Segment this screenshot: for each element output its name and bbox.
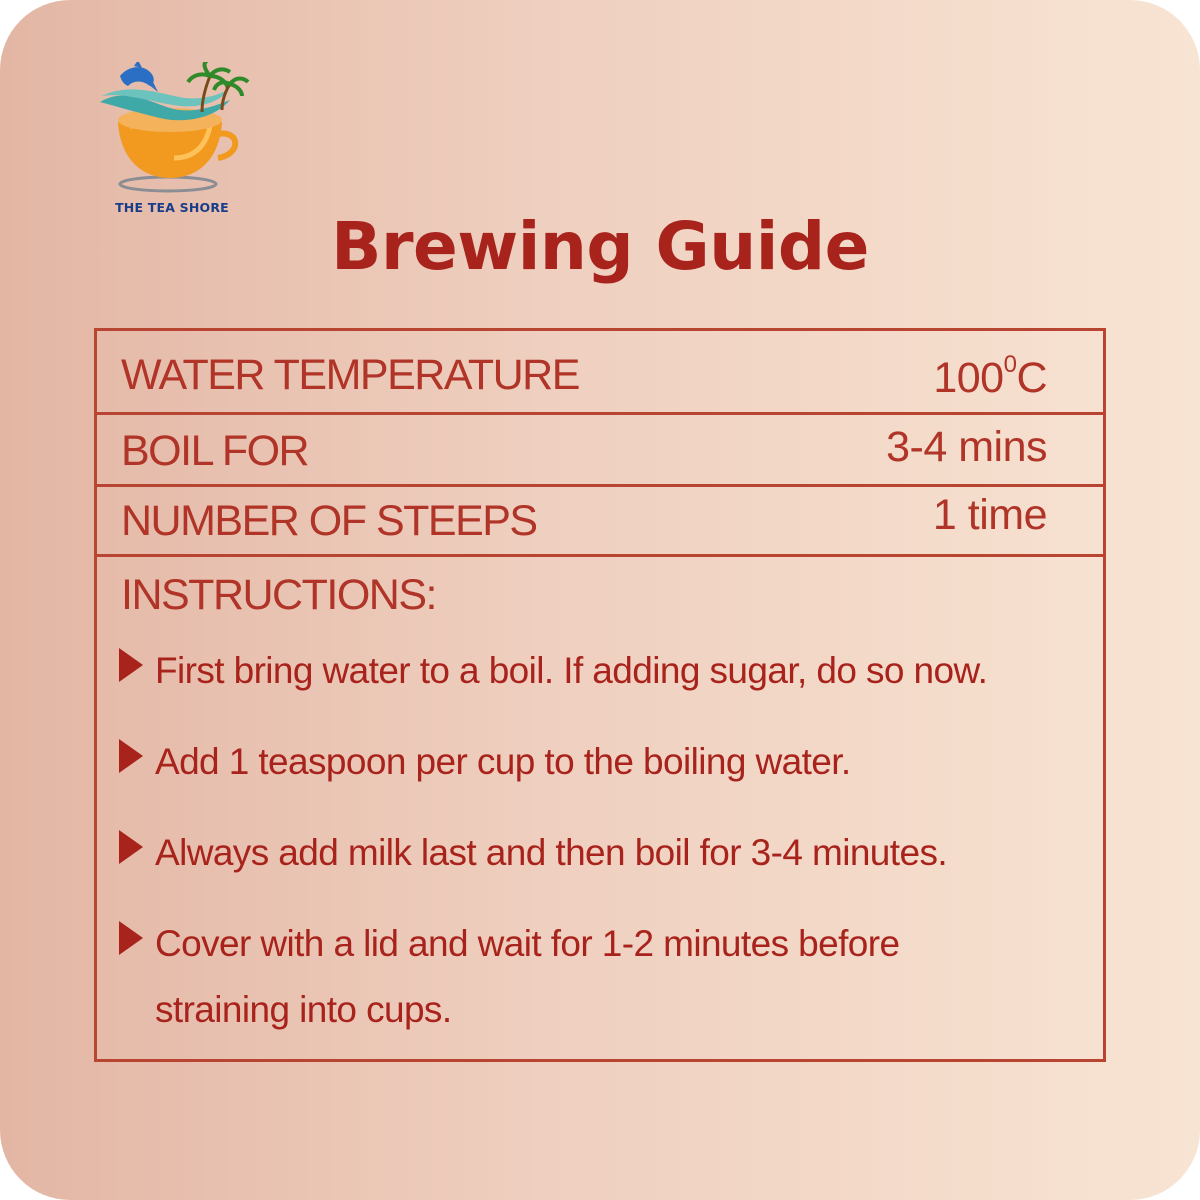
param-value: 1 time	[932, 491, 1047, 539]
param-label: WATER TEMPERATURE	[121, 351, 579, 399]
instruction-text: Cover with a lid and wait for 1-2 minutes before straining into cups.	[155, 923, 900, 1030]
param-value: 3-4 mins	[886, 423, 1047, 471]
water-temperature-row	[97, 331, 1103, 415]
number-of-steeps-row	[97, 487, 1103, 557]
instruction-text: Add 1 teaspoon per cup to the boiling water.	[155, 741, 851, 782]
dolphin-cup-logo-icon	[90, 62, 250, 202]
temperature-number: 100	[933, 354, 1004, 402]
bullet-arrow-icon	[119, 921, 143, 955]
param-value	[933, 351, 1047, 403]
bullet-arrow-icon	[119, 648, 143, 682]
temperature-unit: C	[1016, 354, 1047, 402]
degree-mark: 0	[1003, 351, 1017, 378]
boil-for-row	[97, 415, 1103, 487]
instruction-text: Always add milk last and then boil for 3-4 minutes.	[155, 832, 948, 873]
brewing-guide-table	[94, 328, 1106, 1062]
param-label: NUMBER OF STEEPS	[121, 497, 537, 545]
instructions-heading: INSTRUCTIONS:	[121, 571, 436, 619]
bullet-arrow-icon	[119, 739, 143, 773]
param-label: BOIL FOR	[121, 427, 309, 475]
instruction-text: First bring water to a boil. If adding sugar, do so now.	[155, 650, 988, 691]
bullet-arrow-icon	[119, 830, 143, 864]
tea-shore-logo	[90, 62, 260, 227]
page-title: Brewing Guide	[331, 208, 869, 285]
brand-name: THE TEA SHORE	[115, 200, 229, 215]
